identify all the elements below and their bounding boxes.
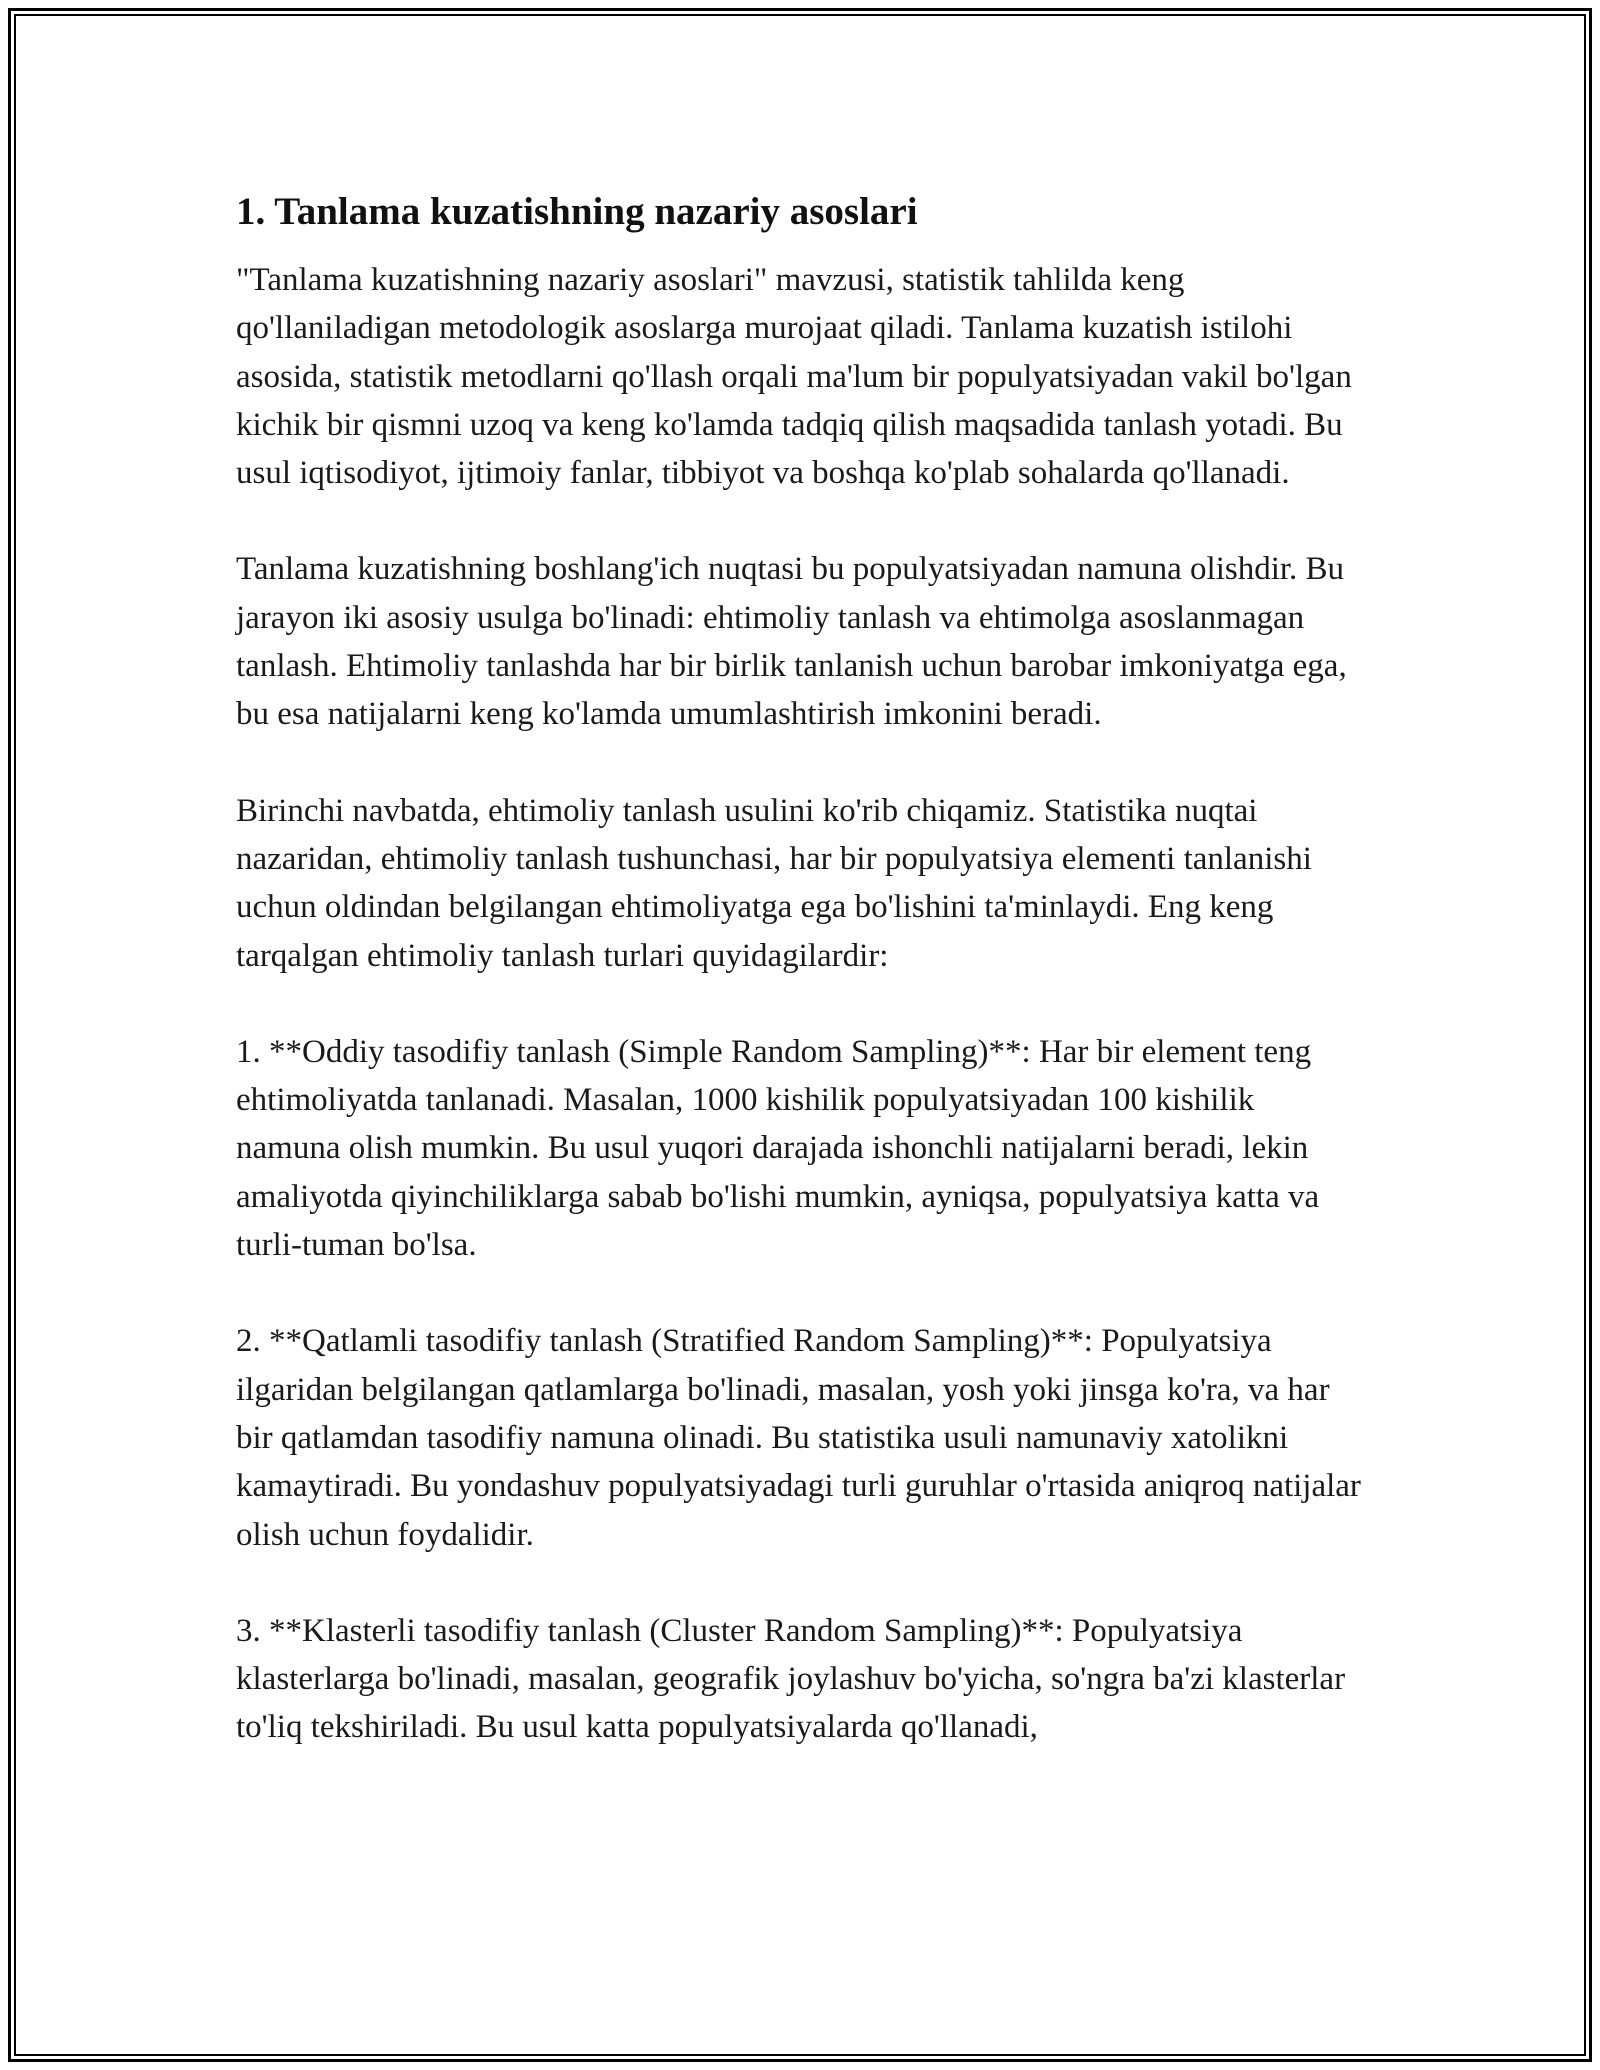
document-body [236,186,1366,1752]
paragraph-sampling-start: Tanlama kuzatishning boshlang'ich nuqtasi bu populyatsiyadan namuna olishdir. Bu jarayon iki asosiy usulga bo'linadi: ehtimoliy tanlash va ehtimolga asoslanmagan tanlash. Ehtimoliy tanlashda har bir birlik tanlanish uchun barobar imkoniyatga ega, bu esa natijalarni keng ko'lamda umumlashtirish imkonini beradi. [236,551,1347,733]
list-item-simple-random: 1. **Oddiy tasodifiy tanlash (Simple Random Sampling)**: Har bir element teng ehtimoliyatda tanlanadi. Masalan, 1000 kishilik populyatsiyadan 100 kishilik namuna olish mumkin. Bu usul yuqori darajada ishonchli natijalarni beradi, lekin amaliyotda qiyinchiliklarga sabab bo'lishi mumkin, ayniqsa, populyatsiya katta va turli-tuman bo'lsa. [236,1033,1320,1264]
list-item-stratified: 2. **Qatlamli tasodifiy tanlash (Stratified Random Sampling)**: Populyatsiya ilgaridan belgilangan qatlamlarga bo'linadi, masalan, yosh yoki jinsga ko'ra, va har bir qatlamdan tasodifiy namuna olinadi. Bu statistika usuli namunaviy xatolikni kamaytiradi. Bu yondashuv populyatsiyadagi turli guruhlar o'rtasida aniqroq natijalar olish uchun foydalidir. [236,1323,1361,1553]
list-item-cluster: 3. **Klasterli tasodifiy tanlash (Cluster Random Sampling)**: Populyatsiya klasterlarga bo'linadi, masalan, geografik joylashuv bo'yicha, so'ngra ba'zi klasterlar to'liq tekshiriladi. Bu usul katta populyatsiyalarda qo'llanadi, [236,1612,1346,1746]
section-title: 1. Tanlama kuzatishning nazariy asoslari [236,190,918,233]
paragraph-probability-sampling: Birinchi navbatda, ehtimoliy tanlash usulini ko'rib chiqamiz. Statistika nuqtai nazaridan, ehtimoliy tanlash tushunchasi, har bir populyatsiya elementi tanlanishi uchun oldindan belgilangan ehtimoliyatga ega bo'lishini ta'minlaydi. Eng keng tarqalgan ehtimoliy tanlash turlari quyidagilardir: [236,792,1312,974]
paragraph-intro: "Tanlama kuzatishning nazariy asoslari" mavzusi, statistik tahlilda keng qo'llaniladigan metodologik asoslarga murojaat qiladi. Tanlama kuzatish istilohi asosida, statistik metodlarni qo'llash orqali ma'lum bir populyatsiyadan vakil bo'lgan kichik bir qismni uzoq va keng ko'lamda tadqiq qilish maqsadida tanlash yotadi. Bu usul iqtisodiyot, ijtimoiy fanlar, tibbiyot va boshqa ko'plab sohalarda qo'llanadi. [236,262,1352,492]
